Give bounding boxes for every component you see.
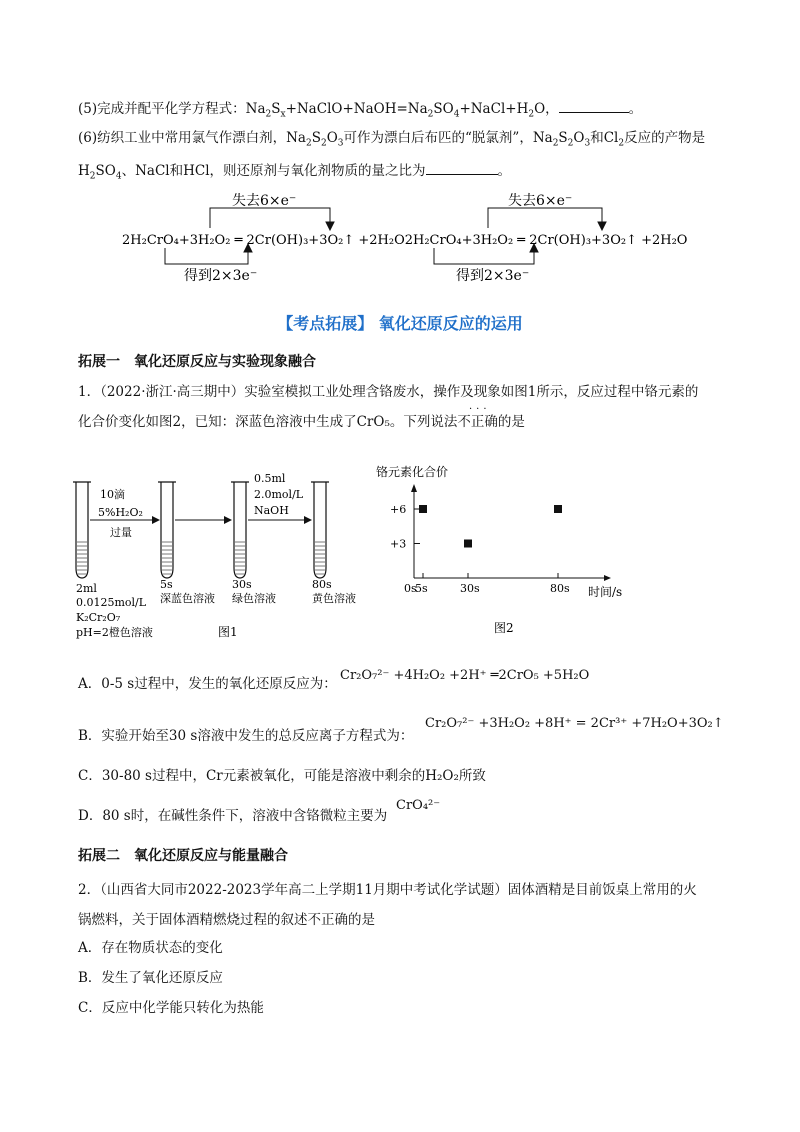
reagent-1-line2: 5%H₂O₂ — [98, 506, 143, 519]
ext1-option-a[interactable]: A．0-5 s过程中，发生的氧化还原反应为： — [78, 676, 337, 692]
y-tick-label: +3 — [390, 537, 407, 551]
tube-1-label-2: 0.0125mol/L — [76, 596, 147, 609]
section-title: 【考点拓展】 氧化还原反应的运用 — [277, 314, 523, 333]
question-5: (5)完成并配平化学方程式：$Na_2S_x+NaClO+NaOH=Na_2SO_4+NaCl+H_2O$， 。 — [78, 98, 642, 125]
ext1-option-b[interactable]: B．实验开始至30 s溶液中发生的总反应离子方程式为： — [78, 728, 414, 744]
x-axis-label: 时间/s — [588, 585, 623, 599]
tube-4-label-1: 80s — [312, 578, 332, 591]
reagent-1-line3: 过量 — [110, 526, 132, 539]
option-d-equation: CrO₄²⁻ — [396, 798, 441, 813]
ext1-question-line2: 化合价变化如图2，已知：深蓝色溶液中生成了CrO₅。下列说法不正确的是 — [78, 414, 525, 430]
gain-label-left: 得到2×3e⁻ — [184, 268, 258, 284]
arrow-3 — [248, 516, 312, 524]
test-tube-3 — [231, 482, 249, 578]
x-axis-arrow — [604, 575, 611, 581]
test-tube-1 — [73, 482, 91, 578]
ext1-option-c[interactable]: C．30-80 s过程中，Cr元素被氧化，可能是溶液中剩余的H₂O₂所致 — [78, 768, 486, 784]
extension-2-title: 拓展二 氧化还原反应与能量融合 — [78, 848, 288, 864]
gain-label-right: 得到2×3e⁻ — [456, 268, 530, 284]
lose-bracket-right — [488, 208, 606, 230]
tube-4-label-2: 黄色溶液 — [312, 592, 356, 605]
x-tick-label: 5s — [415, 582, 428, 595]
test-tube-4 — [311, 482, 329, 578]
redox-equation: 2H₂CrO₄+3H₂O₂ ═ 2Cr(OH)₃+3O₂↑ +2H₂O2H₂CrO₄+3H₂O₂ ═ 2Cr(OH)₃+3O₂↑ +2H₂O — [122, 233, 688, 248]
y-axis-label: 铬元素化合价 — [376, 465, 449, 479]
reagent-2-line1: 0.5ml — [254, 472, 286, 485]
x-tick-label: 30s — [460, 582, 480, 595]
x-tick-label: 80s — [550, 582, 570, 595]
tube-1-label-3: K₂Cr₂O₇ — [76, 611, 121, 624]
ext2-question-line1: 2．（山西省大同市2022-2023学年高二上学期11月期中考试化学试题）固体酒精是目前饭桌上常用的火 — [78, 882, 697, 898]
tube-2-label-2: 深蓝色溶液 — [160, 592, 215, 605]
figure-2-chart — [370, 460, 630, 640]
lose-label-right: 失去6×e⁻ — [508, 193, 573, 209]
lose-bracket-left — [210, 208, 334, 230]
ext2-option-c[interactable]: C．反应中化学能只转化为热能 — [78, 1000, 264, 1016]
figure-2-caption: 图2 — [494, 621, 514, 635]
figure-1-caption: 图1 — [218, 625, 238, 639]
answer-blank-6[interactable] — [426, 160, 498, 175]
data-point — [419, 505, 427, 513]
tube-3-label-1: 30s — [232, 578, 252, 591]
ext1-option-d[interactable]: D．80 s时，在碱性条件下，溶液中含铬微粒主要为 — [78, 808, 388, 824]
question-6-line1: (6)纺织工业中常用氯气作漂白剂，$Na_2S_2O_3$可作为漂白后布匹的“脱氯剂”，$Na_2S_2O_3$和$Cl_2$反应的产物是 — [78, 130, 706, 149]
y-axis-arrow — [411, 484, 417, 492]
ext2-option-a[interactable]: A．存在物质状态的变化 — [78, 940, 223, 956]
figure-1-test-tubes — [68, 468, 378, 648]
tube-3-label-2: 绿色溶液 — [232, 592, 276, 605]
option-b-equation: Cr₂O₇²⁻ +3H₂O₂ +8H⁺ = 2Cr³⁺ +7H₂O+3O₂↑ — [425, 716, 724, 731]
tube-1-label-4: pH=2橙色溶液 — [76, 626, 153, 639]
tube-2-label-1: 5s — [160, 578, 173, 591]
answer-blank-5[interactable] — [559, 98, 629, 113]
reagent-2-line3: NaOH — [254, 504, 289, 517]
emphasis-dots: ··· — [469, 404, 491, 415]
test-tube-2 — [158, 482, 176, 578]
question-6-line2: $H_2SO_4$、NaCl和HCl，则还原剂与氧化剂物质的量之比为 。 — [78, 160, 511, 187]
ext1-question-line1: 1．（2022·浙江·高三期中）实验室模拟工业处理含铬废水，操作及现象如图1所示，反应过程中铬元素的 — [78, 384, 699, 400]
reagent-1-line1: 10滴 — [100, 488, 125, 501]
ext2-question-line2: 锅燃料，关于固体酒精燃烧过程的叙述不正确的是 — [78, 912, 375, 928]
tube-1-label-1: 2ml — [76, 582, 97, 595]
ext2-option-b[interactable]: B．发生了氧化还原反应 — [78, 970, 223, 986]
electron-transfer-diagram — [120, 188, 700, 288]
extension-1-title: 拓展一 氧化还原反应与实验现象融合 — [78, 354, 316, 370]
option-a-equation: Cr₂O₇²⁻ +4H₂O₂ +2H⁺ ═2CrO₅ +5H₂O — [340, 668, 590, 683]
x-tick-label: 0s — [404, 582, 417, 595]
arrow-2 — [175, 516, 232, 524]
reagent-2-line2: 2.0mol/L — [254, 488, 304, 501]
data-point — [464, 540, 472, 548]
lose-label-left: 失去6×e⁻ — [232, 193, 297, 209]
data-point — [554, 505, 562, 513]
y-tick-label: +6 — [390, 503, 407, 516]
